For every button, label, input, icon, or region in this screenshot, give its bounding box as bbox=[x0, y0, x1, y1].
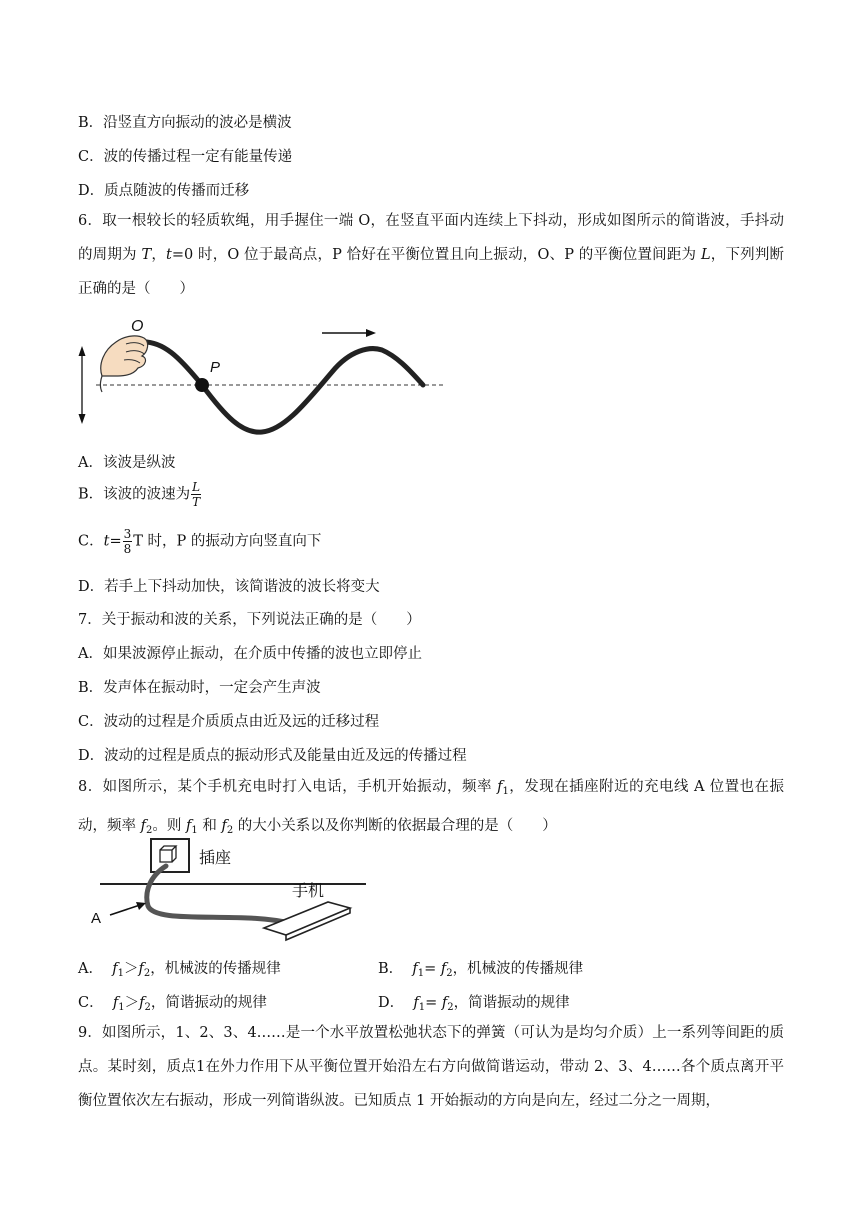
q8-option-a: A． $f_1>f_2$，机械波的传播规律 bbox=[78, 961, 281, 979]
q5-option-c: C．波的传播过程一定有能量传递 bbox=[78, 149, 293, 165]
q6-option-a: A．该波是纵波 bbox=[78, 455, 176, 471]
hand-icon bbox=[101, 336, 148, 392]
q8-option-b: B． $f_1= f_2$，机械波的传播规律 bbox=[378, 961, 584, 979]
q7-option-d: D．波动的过程是质点的振动形式及能量由近及远的传播过程 bbox=[78, 748, 467, 764]
socket-icon bbox=[151, 839, 189, 872]
q5-option-b: B．沿竖直方向振动的波必是横波 bbox=[78, 115, 292, 131]
q8-charger-figure bbox=[88, 836, 370, 944]
q7-option-b: B．发声体在振动时，一定会产生声波 bbox=[78, 680, 321, 696]
q6-stem: 6．取一根较长的轻质软绳，用手握住一端 O，在竖直平面内连续上下抖动，形成如图所示的简谐波，手抖动的周期为 T，t=0 时，O 位于最高点，P 恰好在平衡位置且向上振动，O、P 的平衡位置间距为 L，下列判断正确的是（ ） bbox=[78, 213, 784, 297]
label-p: P bbox=[210, 359, 221, 376]
q8-stem: 8．如图所示，某个手机充电时打入电话，手机开始振动，频率 $f_1$，发现在插座附近的充电线 A 位置也在振动，频率 $f_2$。则 $f_1$ 和 $f_2$ 的大小关系以及你判断的依据最合理的是（ ） bbox=[78, 779, 784, 836]
q5-option-d: D．质点随波的传播而迁移 bbox=[78, 183, 250, 199]
phone-label: 手机 bbox=[292, 883, 325, 900]
q6-option-c: C．t= $\frac{3}{8}$ T 时，P 的振动方向竖直向下 bbox=[78, 527, 322, 556]
point-a-label: A bbox=[91, 910, 102, 927]
q7-stem: 7．关于振动和波的关系，下列说法正确的是（ ） bbox=[78, 612, 421, 628]
point-p bbox=[195, 378, 209, 392]
q6-wave-figure bbox=[70, 312, 450, 442]
wave-curve bbox=[140, 342, 423, 432]
point-a-arrow bbox=[110, 905, 140, 915]
q7-option-a: A．如果波源停止振动，在介质中传播的波也立即停止 bbox=[78, 646, 422, 662]
q8-option-d: D． $f_1= f_2$，简谐振动的规律 bbox=[378, 995, 570, 1013]
q7-option-c: C．波动的过程是介质质点由近及远的迁移过程 bbox=[78, 714, 380, 730]
charging-cable bbox=[147, 866, 294, 924]
q6-option-b: B．该波的波速为 $\frac{L}{T}$ bbox=[78, 480, 201, 509]
q8-option-c: C． $f_1>f_2$，简谐振动的规律 bbox=[78, 995, 267, 1013]
socket-label: 插座 bbox=[199, 850, 232, 867]
label-o: O bbox=[131, 318, 144, 335]
q6-option-d: D．若手上下抖动加快，该简谐波的波长将变大 bbox=[78, 579, 380, 595]
q9-stem: 9．如图所示，1、2、3、4……是一个水平放置松弛状态下的弹簧（可认为是均匀介质）上一系列等间距的质点。某时刻，质点1在外力作用下从平衡位置开始沿左右方向做简谐运动，带动 2、3、4……各个质点离开平衡位置依次左右振动，形成一列简谐纵波。已知质点 1 开始振动的方向是向左，经过二分之一周期， bbox=[78, 1025, 784, 1109]
